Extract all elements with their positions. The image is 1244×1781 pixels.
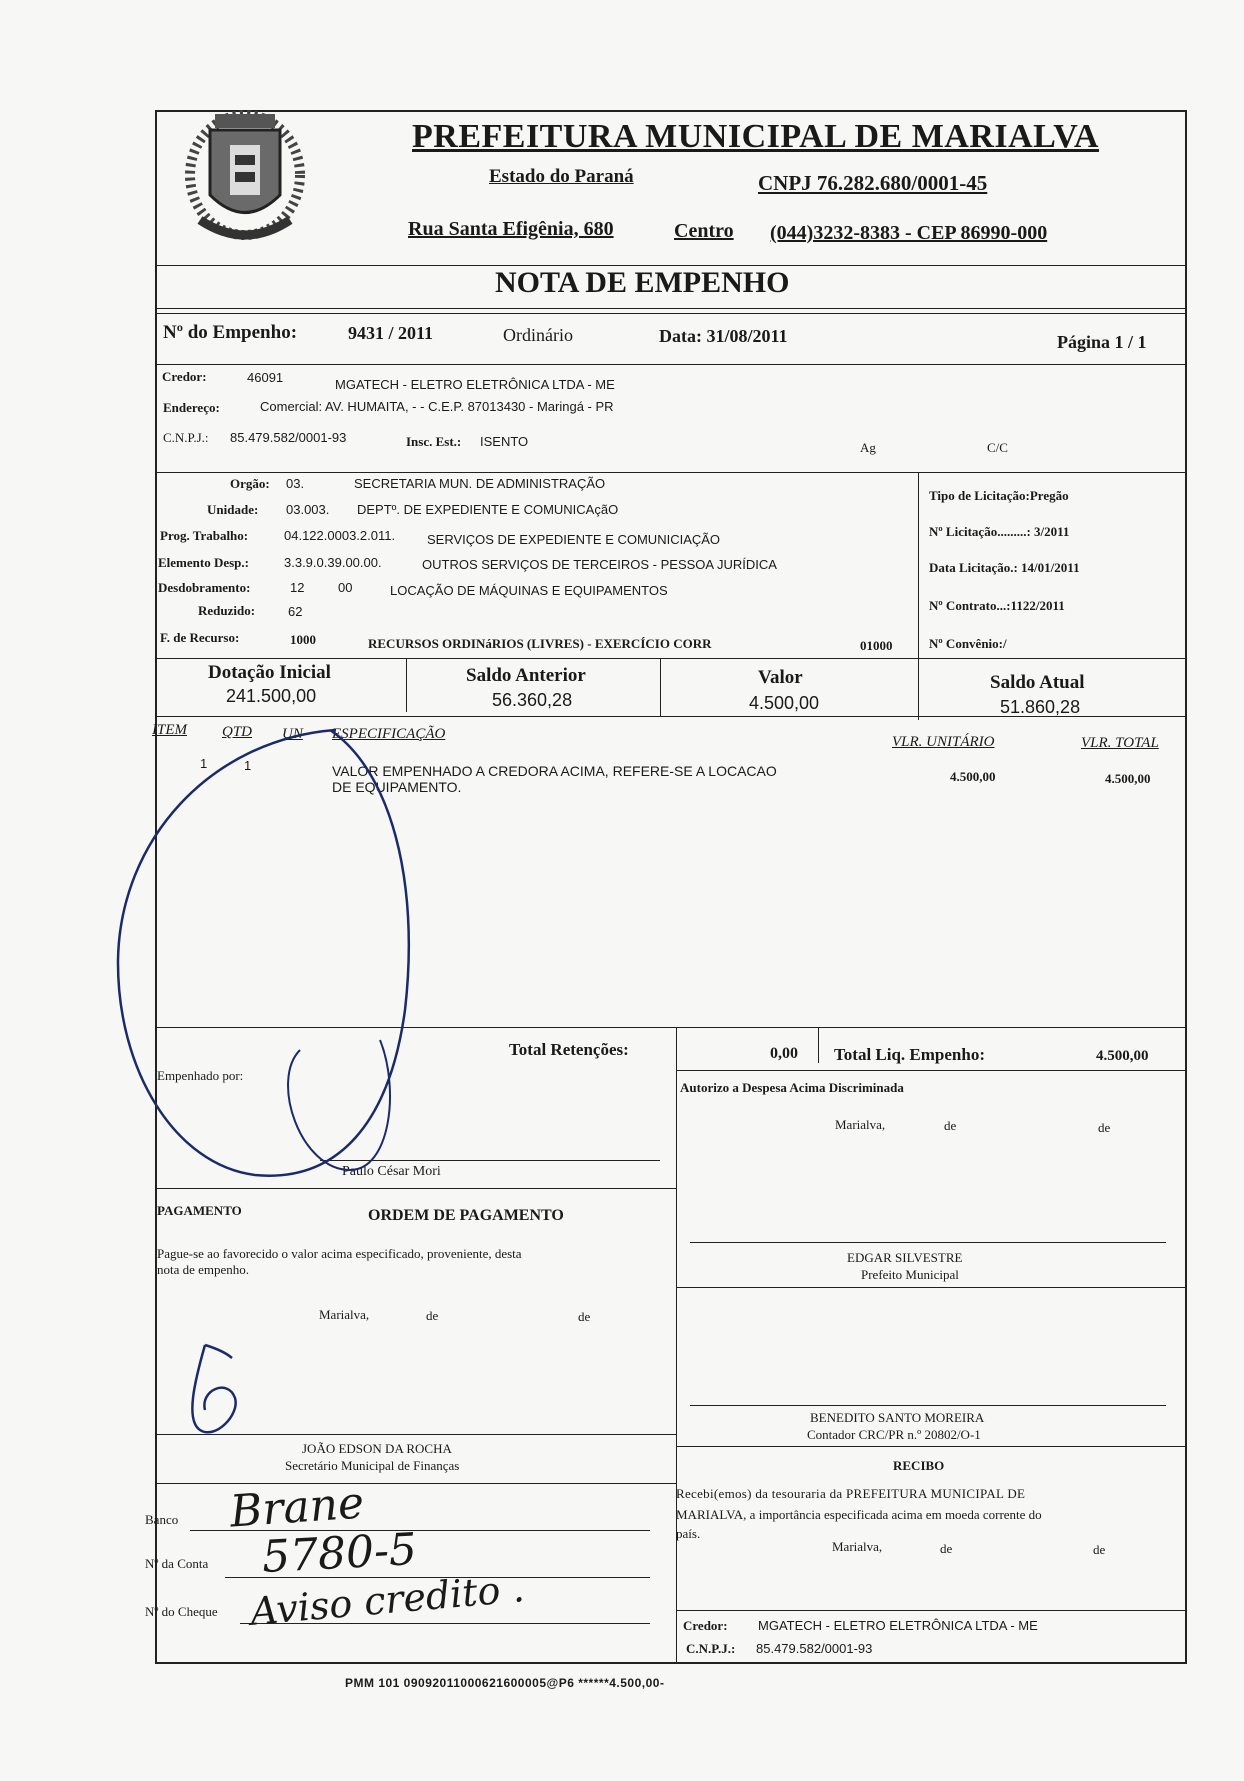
orgao-label: Orgão: xyxy=(230,476,270,491)
dotacao-value: 241.500,00 xyxy=(226,686,317,706)
unidade-code: 03.003. xyxy=(286,502,330,517)
cc-label: C/C xyxy=(987,440,1008,455)
contador-name: BENEDITO SANTO MOREIRA xyxy=(810,1410,985,1425)
credor-address: Comercial: AV. HUMAITA, - - C.E.P. 87013430 - Maringá - PR xyxy=(260,399,614,414)
banco-handwritten: Brane xyxy=(228,1477,366,1538)
recibo-cnpj-label: C.N.P.J.: xyxy=(686,1641,736,1656)
conta-label: Nº da Conta xyxy=(145,1556,209,1571)
header-address: Rua Santa Efigênia, 680 xyxy=(408,218,614,240)
page-number: Página 1 / 1 xyxy=(1057,332,1147,352)
item-spec-line2: DE EQUIPAMENTO. xyxy=(332,779,462,795)
col-vlr-unitario: VLR. UNITÁRIO xyxy=(892,734,995,750)
item-spec-line1: VALOR EMPENHADO A CREDORA ACIMA, REFERE-SE A LOCACAO xyxy=(332,763,777,779)
recibo-text-3: país. xyxy=(676,1526,701,1541)
total-retencoes-label: Total Retenções: xyxy=(509,1040,629,1059)
credor-name: MGATECH - ELETRO ELETRÔNICA LTDA - ME xyxy=(335,377,615,392)
recibo-title: RECIBO xyxy=(893,1458,945,1473)
banco-label: Banco xyxy=(145,1512,179,1527)
insc-label: Insc. Est.: xyxy=(406,434,462,449)
prog-code: 04.122.0003.2.011. xyxy=(284,528,396,543)
ordem-pagamento-label: ORDEM DE PAGAMENTO xyxy=(368,1207,564,1224)
total-liquido-value: 4.500,00 xyxy=(1096,1048,1149,1064)
header-phone-cep: (044)3232-8383 - CEP 86990-000 xyxy=(770,222,1048,244)
pagamento-text-1: Pague-se ao favorecido o valor acima especificado, proveniente, desta xyxy=(157,1246,522,1261)
prog-label: Prog. Trabalho: xyxy=(160,528,249,543)
cheque-handwritten: Aviso credito . xyxy=(248,1566,527,1634)
header-title: PREFEITURA MUNICIPAL DE MARIALVA xyxy=(412,118,1099,155)
valor-label: Valor xyxy=(758,667,803,688)
autorizo-de1: de xyxy=(944,1118,957,1133)
licitacao-data: Data Licitação.: 14/01/2011 xyxy=(929,560,1080,575)
reduzido-value: 62 xyxy=(288,604,303,619)
orgao-code: 03. xyxy=(286,476,305,491)
credor-label: Credor: xyxy=(162,369,207,384)
contador-role: Contador CRC/PR n.º 20802/O-1 xyxy=(807,1427,981,1442)
ag-label: Ag xyxy=(860,440,876,455)
secretario-name: JOÃO EDSON DA ROCHA xyxy=(302,1441,452,1456)
secretario-role: Secretário Municipal de Finanças xyxy=(285,1458,460,1473)
valor-value: 4.500,00 xyxy=(749,693,820,713)
header-state: Estado do Paraná xyxy=(489,166,634,187)
recibo-de2: de xyxy=(1093,1542,1106,1557)
address-label: Endereço: xyxy=(163,400,220,415)
col-item: ITEM xyxy=(152,722,187,738)
recibo-local: Marialva, xyxy=(832,1539,883,1554)
total-retencoes-value: 0,00 xyxy=(770,1045,798,1062)
item-number: 1 xyxy=(200,756,208,771)
recibo-credor-name: MGATECH - ELETRO ELETRÔNICA LTDA - ME xyxy=(758,1618,1038,1633)
saldo-anterior-label: Saldo Anterior xyxy=(466,665,586,686)
elemento-name: OUTROS SERVIÇOS DE TERCEIROS - PESSOA JURÍDICA xyxy=(422,557,777,572)
prefeito-role: Prefeito Municipal xyxy=(861,1267,959,1282)
credor-cnpj: 85.479.582/0001-93 xyxy=(230,430,347,445)
autorizo-local: Marialva, xyxy=(835,1117,886,1132)
unidade-name: DEPTº. DE EXPEDIENTE E COMUNICAçãO xyxy=(357,502,619,517)
signature-loop xyxy=(118,730,409,1176)
item-total-value: 4.500,00 xyxy=(1105,771,1151,786)
col-vlr-total: VLR. TOTAL xyxy=(1081,735,1159,751)
recibo-text-2: MARIALVA, a importância especificada acima em moeda corrente do xyxy=(676,1507,1042,1522)
document-title: NOTA DE EMPENHO xyxy=(495,266,790,299)
orgao-name: SECRETARIA MUN. DE ADMINISTRAÇÃO xyxy=(354,476,606,491)
empenhado-name: Paulo César Mori xyxy=(342,1164,441,1179)
elemento-code: 3.3.9.0.39.00.00. xyxy=(284,555,382,570)
recibo-de1: de xyxy=(940,1541,953,1556)
saldo-anterior-value: 56.360,28 xyxy=(492,690,573,710)
col-especificacao: ESPECIFICAÇÃO xyxy=(332,726,446,742)
prog-name: SERVIÇOS DE EXPEDIENTE E COMUNICIAÇÃO xyxy=(427,532,721,547)
footer-code: PMM 101 09092011000621600005@P6 ******4.500,00- xyxy=(345,1676,665,1690)
signature-loop-inner xyxy=(288,1040,390,1170)
saldo-atual-label: Saldo Atual xyxy=(990,672,1085,693)
desdobramento-label: Desdobramento: xyxy=(158,580,251,595)
empenho-label: Nº do Empenho: xyxy=(163,322,298,343)
desdobramento-code2: 00 xyxy=(338,580,353,595)
desdobramento-name: LOCAÇÃO DE MÁQUINAS E EQUIPAMENTOS xyxy=(390,583,668,598)
dotacao-label: Dotação Inicial xyxy=(208,662,331,683)
elemento-label: Elemento Desp.: xyxy=(158,555,249,570)
autorizo-de2: de xyxy=(1098,1120,1111,1135)
total-liquido-label: Total Liq. Empenho: xyxy=(834,1045,985,1064)
cheque-label: Nº do Cheque xyxy=(145,1604,218,1619)
empenho-number: 9431 / 2011 xyxy=(348,323,434,343)
recibo-credor-label: Credor: xyxy=(683,1618,728,1633)
conta-handwritten: 5780-5 xyxy=(260,1523,419,1584)
autorizo-label: Autorizo a Despesa Acima Discriminada xyxy=(680,1080,904,1095)
pagamento-de2: de xyxy=(578,1309,591,1324)
licitacao-tipo: Tipo de Licitação:Pregão xyxy=(929,488,1069,503)
empenho-type: Ordinário xyxy=(503,325,573,345)
empenho-date: Data: 31/08/2011 xyxy=(659,326,788,346)
pagamento-label: PAGAMENTO xyxy=(157,1203,242,1218)
pagamento-de1: de xyxy=(426,1308,439,1323)
credor-code: 46091 xyxy=(247,370,284,385)
pagamento-text-2: nota de empenho. xyxy=(157,1262,250,1277)
contrato-numero: Nº Contrato...:1122/2011 xyxy=(929,598,1065,613)
recurso-name: RECURSOS ORDINáRIOS (LIVRES) - EXERCÍCIO CORR xyxy=(368,636,712,651)
item-unit-value: 4.500,00 xyxy=(950,769,996,784)
recibo-text-1: Recebi(emos) da tesouraria da PREFEITURA MUNICIPAL DE xyxy=(676,1486,1026,1501)
header-district: Centro xyxy=(674,220,734,242)
col-un: UN xyxy=(282,726,303,742)
initials-signature xyxy=(192,1345,235,1432)
cnpj-label: C.N.P.J.: xyxy=(163,430,209,445)
unidade-label: Unidade: xyxy=(207,502,259,517)
reduzido-label: Reduzido: xyxy=(198,603,256,618)
recurso-label: F. de Recurso: xyxy=(160,630,240,645)
col-qtd: QTD xyxy=(222,724,253,740)
item-qtd: 1 xyxy=(244,758,252,773)
desdobramento-code: 12 xyxy=(290,580,305,595)
saldo-atual-value: 51.860,28 xyxy=(1000,697,1081,717)
header-cnpj: CNPJ 76.282.680/0001-45 xyxy=(758,171,988,195)
prefeito-name: EDGAR SILVESTRE xyxy=(847,1250,963,1265)
recibo-cnpj: 85.479.582/0001-93 xyxy=(756,1641,873,1656)
empenhado-label: Empenhado por: xyxy=(157,1068,244,1083)
credor-insc: ISENTO xyxy=(480,434,529,449)
recurso-code2: 01000 xyxy=(860,638,893,653)
convenio-numero: Nº Convênio:/ xyxy=(929,636,1007,651)
recurso-code: 1000 xyxy=(290,632,316,647)
licitacao-numero: Nº Licitação.........: 3/2011 xyxy=(929,524,1070,539)
pagamento-local: Marialva, xyxy=(319,1307,370,1322)
